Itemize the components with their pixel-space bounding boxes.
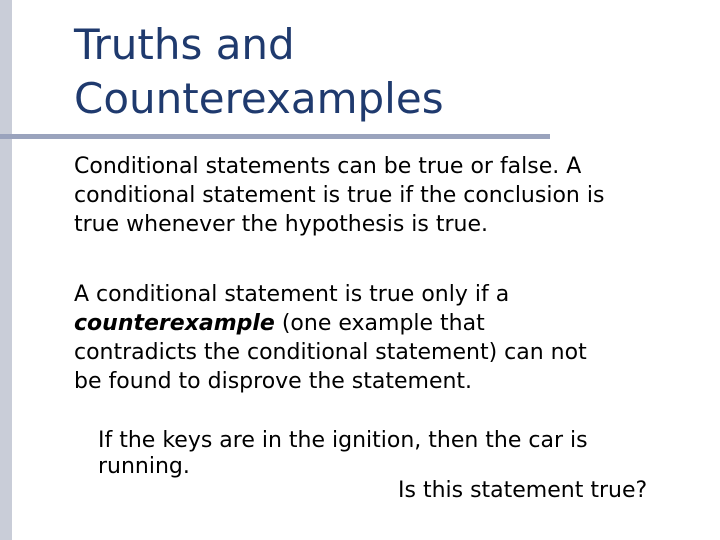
question-text: Is this statement true?: [398, 478, 648, 503]
paragraph-counterexample-tail: (one example that contradicts the conditional statement) can not be found to disprove the statement.: [74, 311, 587, 394]
paragraph-conditional-truth: Conditional statements can be true or false. A conditional statement is true if the conclusion is true whenever the hypothesis is true.: [74, 154, 605, 237]
slide-title: Truths and Counterexamples: [74, 20, 444, 123]
left-decorative-bar: [0, 0, 12, 540]
title-divider: [0, 134, 550, 139]
counterexample-term: counterexample: [74, 311, 275, 336]
paragraph-counterexample: [74, 280, 614, 396]
example-statement: If the keys are in the ignition, then the car is running.: [98, 428, 588, 479]
paragraph-counterexample-lead: A conditional statement is true only if a: [74, 282, 510, 307]
